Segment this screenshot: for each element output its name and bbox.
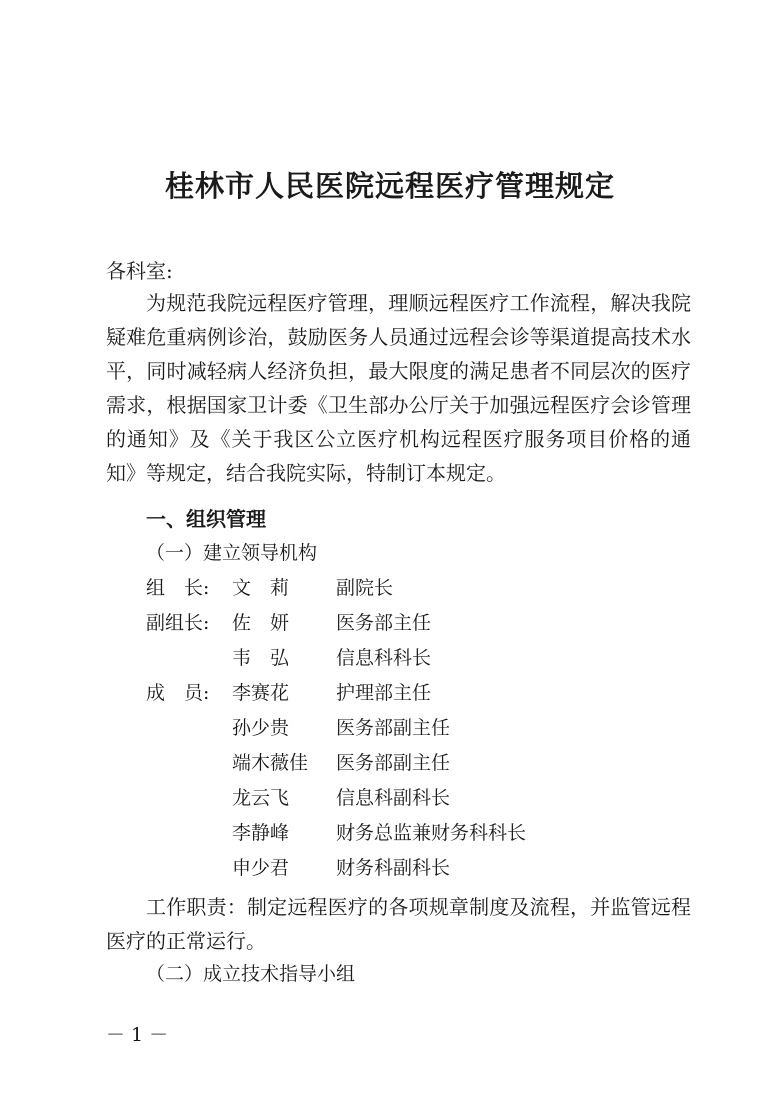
member-position: 信息科副科长 — [336, 787, 451, 809]
member-position: 财务总监兼财务科科长 — [336, 822, 527, 844]
member-position: 医务部副主任 — [336, 752, 451, 774]
document-title: 桂林市人民医院远程医疗管理规定 — [164, 169, 615, 203]
member-role: 成 员: — [146, 682, 210, 704]
salutation: 各科室: — [106, 259, 173, 283]
member-role: 副组长: — [146, 612, 210, 634]
member-position: 财务科副科长 — [336, 857, 451, 879]
duty-paragraph: 工作职责：制定远程医疗的各项规章制度及流程，并监管远程医疗的正常运行。 — [106, 895, 691, 953]
subsection-heading-leadership: （一）建立领导机构 — [146, 542, 318, 564]
member-position: 医务部主任 — [336, 612, 432, 634]
member-name: 佐 妍 — [232, 612, 290, 634]
member-name: 文 莉 — [232, 577, 290, 599]
member-position: 副院长 — [336, 577, 394, 599]
member-position: 医务部副主任 — [336, 717, 451, 739]
member-name: 韦 弘 — [232, 647, 290, 669]
member-name: 龙云飞 — [232, 787, 290, 809]
subsection-heading-technical-guidance: （二）成立技术指导小组 — [146, 963, 356, 985]
member-name: 李赛花 — [232, 682, 290, 704]
section-heading-organization: 一、组织管理 — [146, 507, 266, 531]
member-name: 申少君 — [232, 857, 290, 879]
intro-paragraph: 为规范我院远程医疗管理，理顺远程医疗工作流程，解决我院疑难危重病例诊治，鼓励医务人员通过远程会诊等渠道提高技术水平，同时减轻病人经济负担，最大限度的满足患者不同层次的医疗需求，根据国家卫计委《卫生部办公厅关于加强远程医疗会诊管理的通知》及《关于我区公立医疗机构远程医疗服务项目价格的通知》等规定，结合我院实际，特制订本规定。 — [106, 291, 691, 485]
member-position: 护理部主任 — [336, 682, 432, 704]
member-name: 端木薇佳 — [232, 752, 309, 774]
page-number: － 1 － — [106, 1024, 169, 1046]
member-name: 李静峰 — [232, 822, 290, 844]
member-role: 组 长: — [146, 577, 210, 599]
member-name: 孙少贵 — [232, 717, 290, 739]
member-position: 信息科科长 — [336, 647, 432, 669]
